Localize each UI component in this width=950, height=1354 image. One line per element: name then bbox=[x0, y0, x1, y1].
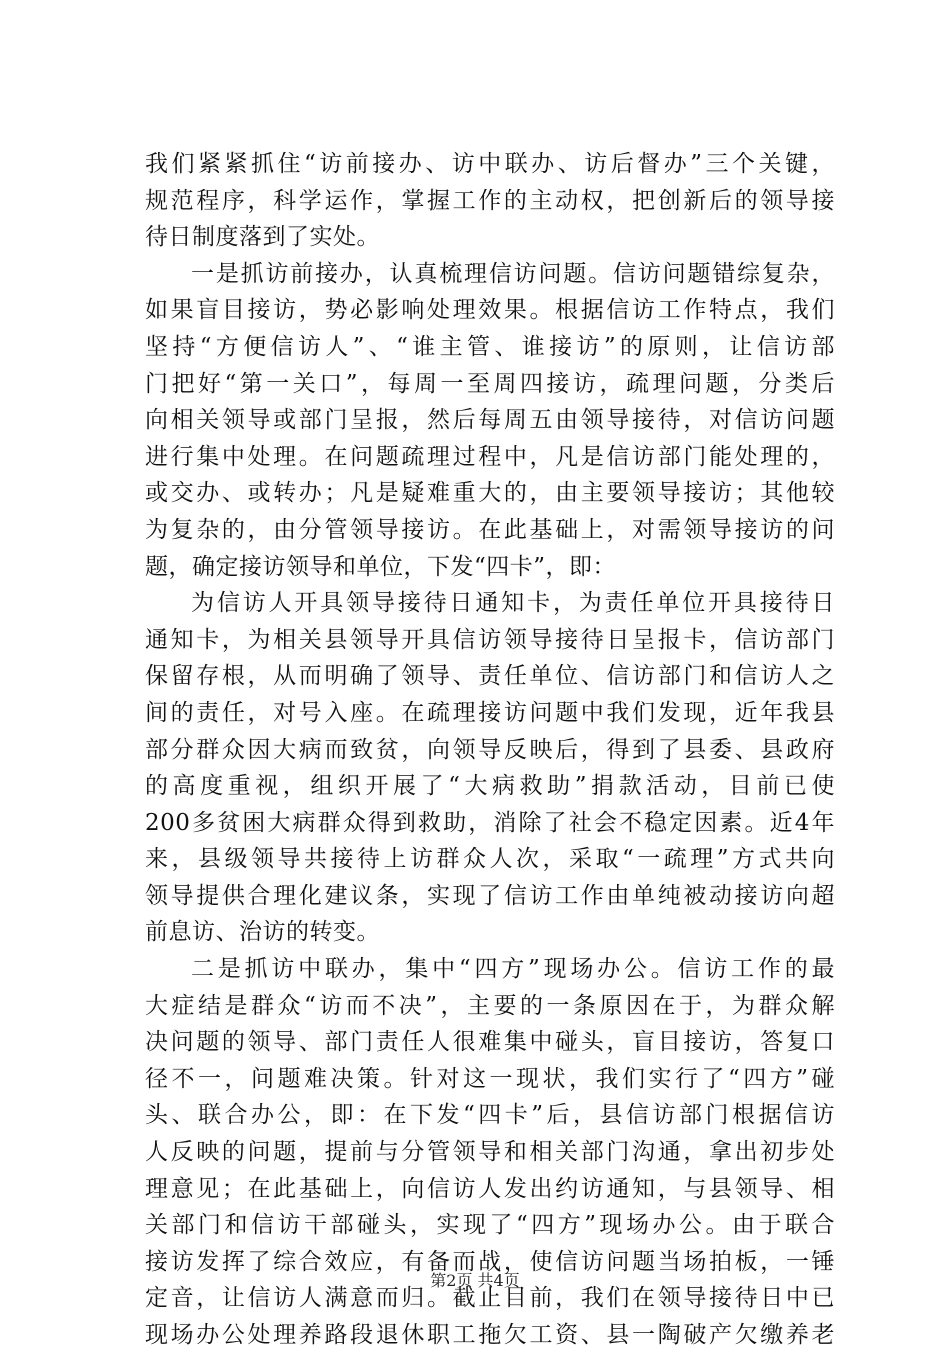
text-line: 向相关领导或部门呈报，然后每周五由领导接待，对信访问题 bbox=[145, 407, 835, 434]
text-line: 人反映的问题，提前与分管领导和相关部门沟通，拿出初步处 bbox=[145, 1139, 835, 1166]
text-line: 定音，让信访人满意而归。截止目前，我们在领导接待日中已 bbox=[145, 1285, 835, 1312]
text-line: 径不一，问题难决策。针对这一现状，我们实行了“四方”碰 bbox=[145, 1065, 835, 1092]
paragraph-first-line: 一是抓访前接办，认真梳理信访问题。信访问题错综复杂， bbox=[191, 260, 835, 287]
text-line: 规范程序，科学运作，掌握工作的主动权，把创新后的领导接 bbox=[145, 187, 835, 214]
text-line: 进行集中处理。在问题疏理过程中，凡是信访部门能处理的， bbox=[145, 443, 835, 470]
text-line: 决问题的领导、部门责任人很难集中碰头，盲目接访，答复口 bbox=[145, 1029, 835, 1056]
text-line: 领导提供合理化建议条，实现了信访工作由单纯被动接访向超 bbox=[145, 882, 835, 909]
paragraph-first-line: 二是抓访中联办，集中“四方”现场办公。信访工作的最 bbox=[191, 956, 835, 983]
text-line: 关部门和信访干部碰头，实现了“四方”现场办公。由于联合 bbox=[145, 1212, 835, 1239]
text-line: 200多贫困大病群众得到救助，消除了社会不稳定因素。近4年 bbox=[145, 809, 835, 836]
text-line: 头、联合办公，即：在下发“四卡”后，县信访部门根据信访 bbox=[145, 1102, 835, 1129]
page-number-footer: 第2页 共4页 bbox=[430, 1271, 520, 1290]
text-line: 通知卡，为相关县领导开具信访领导接待日呈报卡，信访部门 bbox=[145, 626, 835, 653]
text-line: 的高度重视，组织开展了“大病救助”捐款活动，目前已使 bbox=[145, 773, 835, 800]
text-line: 理意见；在此基础上，向信访人发出约访通知，与县领导、相 bbox=[145, 1175, 835, 1202]
body-text bbox=[145, 146, 835, 1354]
text-line: 我们紧紧抓住“访前接办、访中联办、访后督办”三个关键， bbox=[145, 151, 835, 177]
text-line: 接访发挥了综合效应，有备而战，使信访问题当场拍板，一锤 bbox=[145, 1248, 835, 1275]
text-line: 如果盲目接访，势必影响处理效果。根据信访工作特点，我们 bbox=[145, 297, 835, 324]
text-line: 待日制度落到了实处。 bbox=[145, 224, 380, 251]
text-line: 现场办公处理养路段退休职工拖欠工资、县一陶破产欠缴养老 bbox=[145, 1322, 835, 1348]
text-line: 来，县级领导共接待上访群众人次，采取“一疏理”方式共向 bbox=[145, 846, 835, 873]
text-line: 间的责任，对号入座。在疏理接访问题中我们发现，近年我县 bbox=[145, 699, 835, 726]
text-line: 门把好“第一关口”，每周一至周四接访，疏理问题，分类后 bbox=[145, 370, 835, 397]
text-line: 为复杂的，由分管领导接访。在此基础上，对需领导接访的问 bbox=[145, 516, 835, 543]
text-line: 大症结是群众“访而不决”，主要的一条原因在于，为群众解 bbox=[145, 992, 835, 1019]
paragraph-first-line: 为信访人开具领导接待日通知卡，为责任单位开具接待日 bbox=[191, 590, 835, 617]
text-line: 保留存根，从而明确了领导、责任单位、信访部门和信访人之 bbox=[145, 663, 835, 690]
text-line: 前息访、治访的转变。 bbox=[145, 919, 380, 946]
text-line: 坚持“方便信访人”、“谁主管、谁接访”的原则，让信访部 bbox=[145, 333, 835, 360]
text-line: 或交办、或转办；凡是疑难重大的，由主要领导接访；其他较 bbox=[145, 480, 835, 507]
text-line: 题，确定接访领导和单位，下发“四卡”，即： bbox=[145, 553, 617, 580]
text-line: 部分群众因大病而致贫，向领导反映后，得到了县委、县政府 bbox=[145, 736, 835, 763]
